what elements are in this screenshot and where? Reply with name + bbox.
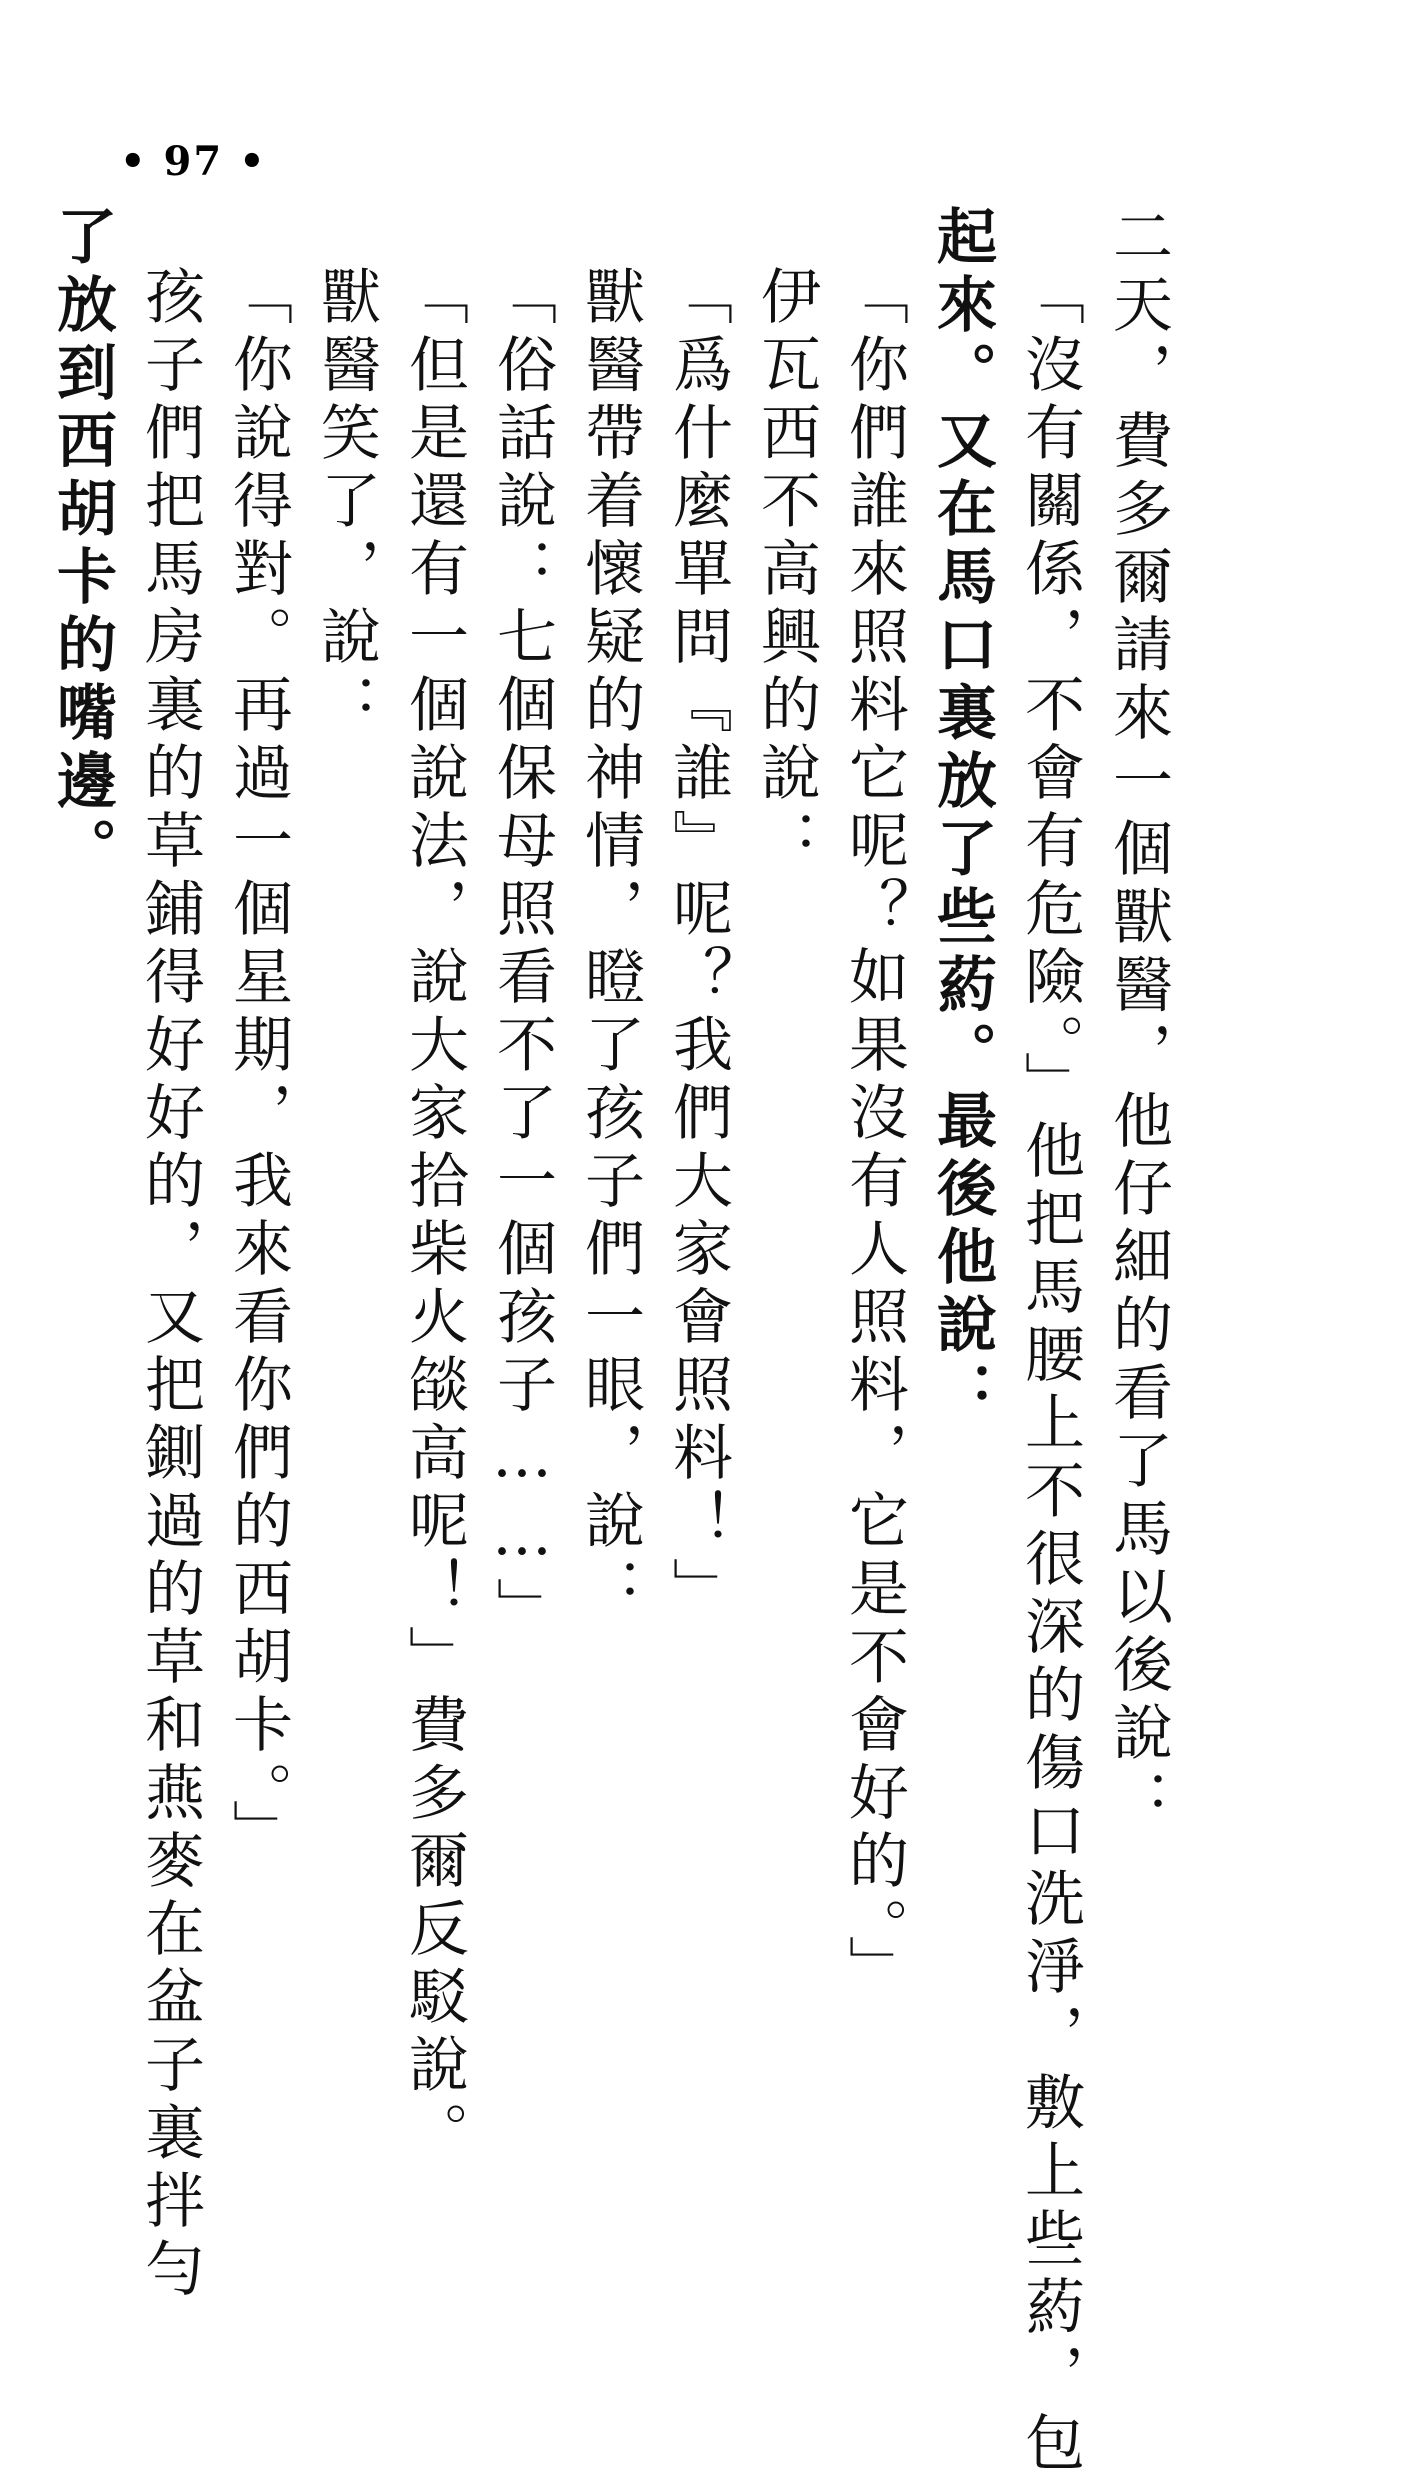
- text-line-7: 獸醫帶着懷疑的神情，瞪了孩子們一眼，說：: [575, 265, 645, 1625]
- page-number: • 97 •: [120, 138, 267, 185]
- text-line-9: 「但是還有一個說法，說大家拾柴火燄高呢！」費多爾反駁說。: [399, 265, 469, 2169]
- vertical-text-body: [38, 205, 1182, 2479]
- text-line-12: 孩子們把馬房裏的草鋪得好好的，又把鍘過的草和燕麥在盆子裏拌勻: [135, 265, 205, 2305]
- text-line-1: 二天，費多爾請來一個獸醫，他仔細的看了馬以後說：: [1103, 205, 1173, 1837]
- text-line-11: 「你說得對。再過一個星期，我來看你們的西胡卡。」: [223, 265, 293, 1867]
- text-line-5: 伊瓦西不高興的說：: [751, 265, 821, 877]
- text-line-4: 「你們誰來照料它呢？如果沒有人照料，它是不會好的。」: [839, 265, 909, 2003]
- text-line-10: 獸醫笑了，說：: [311, 265, 381, 741]
- text-line-13: 了放到西胡卡的嘴邊。: [47, 205, 117, 885]
- text-line-6: 「爲什麼單問『誰』呢？我們大家會照料！」: [663, 265, 733, 1625]
- text-line-8: 「俗話說：七個保母照看不了一個孩子……」: [487, 265, 557, 1645]
- text-line-3: 起來。又在馬口裏放了些葯。最後他說：: [927, 205, 997, 1429]
- text-line-2: 「沒有關係，不會有危險。」他把馬腰上不很深的傷口洗淨，敷上些葯，包: [1015, 265, 1085, 2479]
